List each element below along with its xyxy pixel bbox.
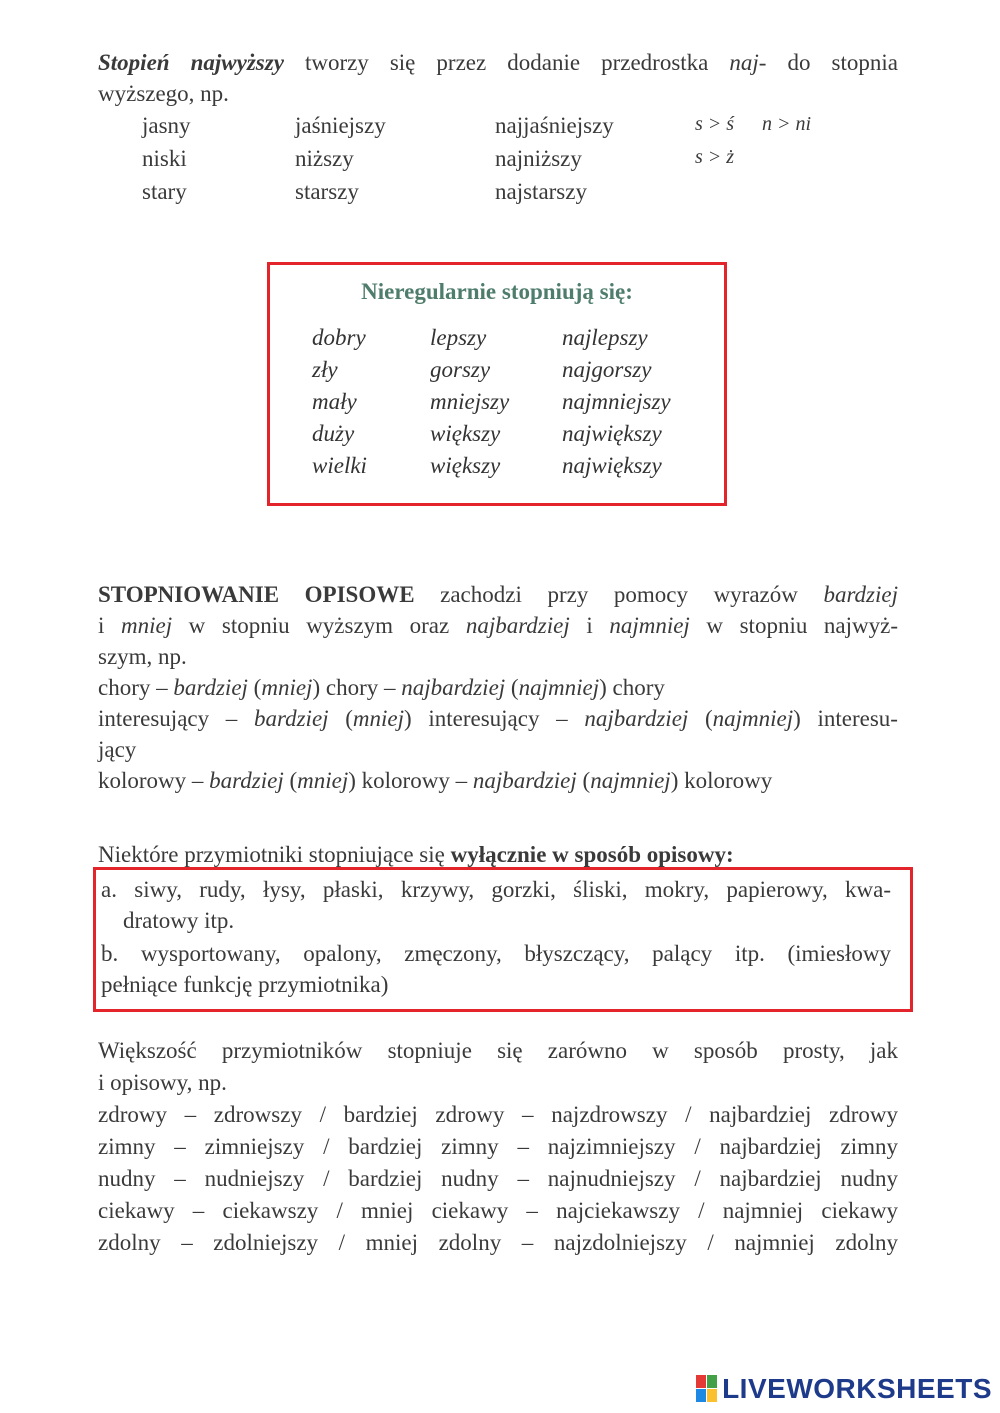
text: w stopniu najwyż- [689,613,899,638]
text: Niektóre przymiotniki stopniujące się [98,842,451,867]
text: do stopnia [766,50,898,75]
positive: jasny [142,113,191,138]
list-item-b: b. wysportowany, opalony, zmęczony, błyszczący, palący itp. (imiesłowy [101,941,891,966]
comparative: niższy [295,146,354,171]
text: mniej [261,675,313,700]
example-row [0,146,900,178]
only-descriptive-box [93,867,913,1012]
positive: mały [312,389,357,414]
text [98,839,898,870]
superlative: największy [562,453,662,478]
descriptive-line-3: szym, np. [98,644,187,669]
superlative: najmniejszy [562,389,671,414]
text: w stopniu wyższym oraz [172,613,466,638]
superlative: najstarszy [495,179,587,204]
text: tworzy się przez dodanie przedrostka [283,50,730,75]
comparative: gorszy [430,357,491,382]
text: najmniej [712,706,794,731]
positive: duży [312,421,355,446]
comparative: starszy [295,179,359,204]
text: bardziej [173,675,248,700]
both-line-2: i opisowy, np. [98,1070,227,1095]
prefix-naj: naj- [729,50,767,75]
text: kolorowy – [98,768,210,793]
text: chory – [98,675,174,700]
descriptive-example [98,672,898,703]
positive: wielki [312,453,367,478]
term-superlative: Stopień najwyższy [98,50,284,75]
logo-square [707,1389,717,1402]
superlative-line-1 [98,47,898,78]
comparative: lepszy [430,325,487,350]
text: ( [283,768,298,793]
text: ( [247,675,262,700]
text: najbardziej [465,613,570,638]
descriptive-section [98,579,898,796]
text: najmniej [609,613,690,638]
comparative: mniejszy [430,389,510,414]
both-line-1: Większość przymiotników stopniuje się zarówno w sposób prosty, jak [98,1038,898,1063]
superlative: najlepszy [562,325,648,350]
comparative: jaśniejszy [295,113,386,138]
text: ) chory [599,675,665,700]
descriptive-example [98,703,898,734]
text: ) kolorowy – [348,768,473,793]
text: bardziej [823,582,898,607]
text: i [98,613,121,638]
text: mniej [352,706,405,731]
positive: dobry [312,325,366,350]
text: najbardziej [401,675,506,700]
superlative: najniższy [495,146,582,171]
text: najbardziej [472,768,577,793]
heading-descriptive: STOPNIOWANIE OPISOWE [98,582,415,607]
alternation-note: n > ni [762,113,812,135]
logo-text: LIVEWORKSHEETS [722,1373,992,1404]
text: ) kolorowy [670,768,773,793]
logo-square [696,1375,706,1388]
both-example: zimny – zimniejszy / bardziej zimny – najzimniejszy / najbardziej zimny [98,1134,898,1159]
superlative-examples [0,113,1000,213]
both-example: nudny – nudniejszy / bardziej nudny – najnudniejszy / najbardziej nudny [98,1166,898,1191]
both-example: zdolny – zdolniejszy / mniej zdolny – najzdolniejszy / najmniej zdolny [98,1230,898,1255]
text: mniej [120,613,173,638]
superlative: największy [562,421,662,446]
text: ( [328,706,353,731]
text: ( [505,675,519,700]
text: najbardziej [584,706,689,731]
text: zachodzi przy pomocy wyrazów [414,582,824,607]
text: interesujący – [98,706,254,731]
positive: zły [312,357,338,382]
descriptive-line-2 [98,610,898,641]
only-descriptive-intro [98,839,898,870]
logo-square [696,1389,706,1402]
comparative: większy [430,421,501,446]
alternation-note: s > ż [695,146,735,168]
superlative: najjaśniejszy [495,113,614,138]
text: ( [576,768,591,793]
irregular-row [270,453,724,485]
descriptive-example [98,765,898,796]
alternation-note: s > ś [695,113,735,135]
positive: stary [142,179,187,204]
positive: niski [142,146,187,171]
text: mniej [297,768,349,793]
list-item-a-cont: dratowy itp. [123,908,235,933]
superlative: najgorszy [562,357,652,382]
text: ) chory – [312,675,402,700]
both-example: ciekawy – ciekawszy / mniej ciekawy – najciekawszy / najmniej ciekawy [98,1198,898,1223]
irregular-title: Nieregularnie stopniują się: [361,279,633,304]
example-row [0,179,900,211]
text: ( [688,706,713,731]
irregular-row [270,389,724,421]
superlative-line-2: wyższego, np. [98,81,229,106]
both-example: zdrowy – zdrowszy / bardziej zdrowy – najzdrowszy / najbardziej zdrowy [98,1102,898,1127]
irregular-box [267,262,727,506]
text: bardziej [254,706,329,731]
text: najmniej [590,768,671,793]
irregular-row [270,325,724,357]
comparative: większy [430,453,501,478]
example-row [0,113,900,145]
emphasis: wyłącznie w sposób opisowy: [450,842,734,867]
text: ) interesu- [793,706,898,731]
list-item-a: a. siwy, rudy, łysy, płaski, krzywy, gorzki, śliski, mokry, papierowy, kwa- [101,877,891,902]
descriptive-line-1 [98,579,898,610]
logo-mark-icon [696,1375,718,1403]
superlative-intro [98,47,898,109]
text: bardziej [209,768,284,793]
text: ) interesujący – [404,706,585,731]
liveworksheets-logo [696,1373,992,1405]
logo-square [707,1375,717,1388]
descriptive-example-cont: jący [98,737,137,762]
irregular-row [270,357,724,389]
irregular-row [270,421,724,453]
text: najmniej [518,675,600,700]
list-item-b-cont: pełniące funkcję przymiotnika) [101,972,389,997]
text: i [569,613,610,638]
both-section [98,1035,898,1259]
